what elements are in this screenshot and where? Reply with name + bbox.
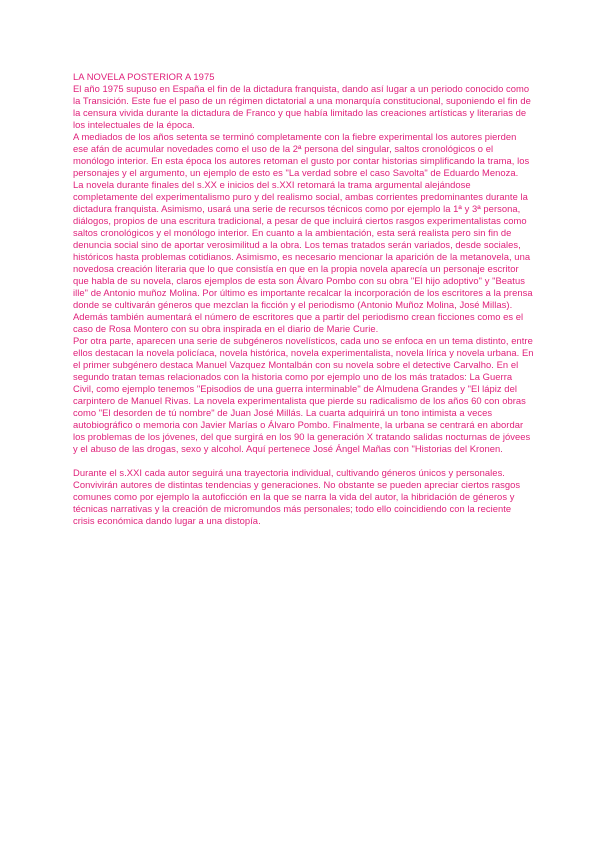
paragraph-mediados-setenta: A mediados de los años setenta se terminó completamente con la fiebre experimental los autores pierden ese afán de acumular novedades como el uso de la 2ª persona del singular, saltos cronológicos o el monólogo interior. En esta época los autores retoman el gusto por contar historias simplificando la trama, los personajes y el argumento, un ejemplo de esto es "La verdad sobre el caso Savolta" de Eduardo Menoza. xyxy=(73,131,530,178)
paragraph-spacer xyxy=(73,455,534,467)
paragraph-transicion: El año 1975 supuso en España el fin de la dictadura franquista, dando así lugar a un periodo conocido como la Transición. Este fue el paso de un régimen dictatorial a una monarquía constitucional, suponiendo el fin de la censura vivida durante la dictadura de Franco y que había limitado las creaciones artísticas y literarias de los intelectuales de la época. xyxy=(73,83,531,130)
document-title: LA NOVELA POSTERIOR A 1975 xyxy=(73,71,215,82)
paragraph-subgeneros: Por otra parte, aparecen una serie de subgéneros novelísticos, cada uno se enfoca en un tema distinto, entre ellos destacan la novela policíaca, novela histórica, novela experimentalista, novela lírica y novela urbana. En el primer subgénero destaca Manuel Vazquez Montalbán con su novela sobre el detective Carvalho. En el segundo tratan temas relacionados con la historia como por ejemplo uno de los más tratados: La Guerra Civil, como ejemplo tenemos "Episodios de una guerra interminable" de Almudena Grandes y "El lápiz del carpintero de Manuel Rivas. La novela experimentalista que pierde su radicalismo de los años 60 con obras como "El desorden de tú nombre" de Juan José Millás. La cuarta adquirirá un tono intimista a veces autobiográfico o memoria con Javier Marías o Álvaro Pombo. Finalmente, la urbana se centrará en abordar los problemas de los jóvenes, del que surgirá en los 90 la generación X tratando salidas nocturnas de jóvees y el abuso de las drogas, sexo y alcohol. Aquí pertenece José Ángel Mañas con "Historias del Kronen. xyxy=(73,335,534,454)
paragraph-finales-siglo: La novela durante finales del s.XX e inicios del s.XXI retomará la trama argumental alejándose completamente del experimentalismo puro y del realismo social, ambas corrientes predominantes durante la dictadura franquista. Asimismo, usará una serie de recursos técnicos como por ejemplo la 1ª y 3ª persona, diálogos, propios de una escritura tradicional, a pesar de que incluirá ciertos rasgos experimentalistas como saltos cronológicos y el monólogo interior. En cuanto a la ambientación, esta será realista pero sin fin de denuncia social sino de aportar verosimilitud a la obra. Los temas tratados serán variados, desde sociales, históricos hasta problemas cotidianos. Asimismo, es necesario mencionar la aparición de la metanovela, una novedosa creación literaria que lo que consistía en que en la propia novela aparecía un personaje escritor que habla de su novela, claros ejemplos de esta son Álvaro Pombo con su obra "El hijo adoptivo" y "Beatus ille" de Antonio muñoz Molina. Por último es importante recalcar la incorporación de los escritores a la prensa donde se cultivarán géneros que mezclan la ficción y el periodismo (Antonio Muñoz Molina, José Millas). Además también aumentará el número de escritores que a partir del periodismo crean ficciones como es el caso de Rosa Montero con su obra inspirada en el diario de Marie Curie. xyxy=(73,179,533,334)
paragraph-siglo-xxi: Durante el s.XXI cada autor seguirá una trayectoria individual, cultivando géneros únicos y personales. Convivirán autores de distintas tendencias y generaciones. No obstante se pueden apreciar ciertos rasgos comunes como por ejemplo la autoficción en la que se narra la vida del autor, la hibridación de géneros y técnicas narrativas y la creación de micromundos más personales; todo ello coincidiendo con la reciente crisis económica dando lugar a una distopía. xyxy=(73,467,521,526)
